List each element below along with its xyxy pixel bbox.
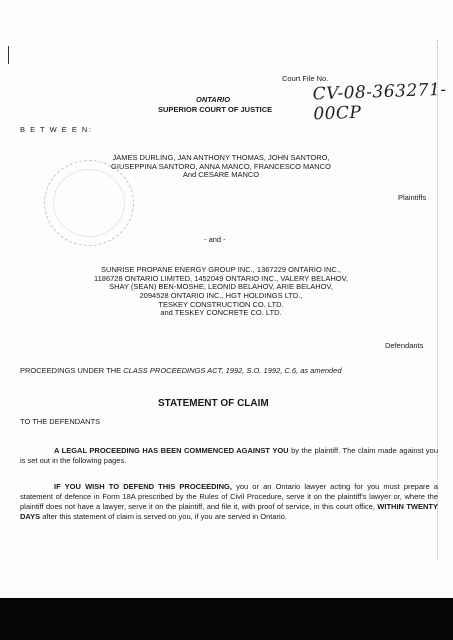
defend-text-end: after this statement of claim is served on you, if you are served in Ontario. (40, 512, 287, 522)
defendant-line: SUNRISE PROPANE ENERGY GROUP INC., 1367229 ONTARIO INC., (101, 265, 341, 274)
addressee: TO THE DEFENDANTS (20, 417, 101, 426)
deadline-bold: WITHIN TWENTY DAYS (20, 502, 438, 522)
court-name: SUPERIOR COURT OF JUSTICE (158, 105, 273, 114)
court-file-number: CV-08-363271-00CP (312, 79, 447, 125)
document-title: STATEMENT OF CLAIM (158, 398, 269, 409)
proceedings-line (20, 366, 438, 376)
defendant-line: and TESKEY CONCRETE CO. LTD. (160, 308, 282, 318)
court-file-label: Court File No. (282, 74, 329, 83)
and-separator: - and - (204, 235, 226, 244)
plaintiffs-list (60, 154, 382, 180)
notice-bold: A LEGAL PROCEEDING HAS BEEN COMMENCED AGAINST YOU (54, 446, 289, 455)
defendant-line: SHAY (SEAN) BEN-MOSHE, LEONID BELAHOV, ARIE BELAHOV, (109, 282, 333, 292)
between-label: B E T W E E N: (20, 125, 93, 134)
plaintiff-line: And CESARE MANCO (182, 170, 260, 180)
jurisdiction: ONTARIO (196, 95, 231, 104)
act-name: CLASS PROCEEDINGS ACT, 1992, S.O. 1992, C.6, as amended (123, 366, 342, 375)
defendant-line: TESKEY CONSTRUCTION CO. LTD. (158, 299, 284, 309)
plaintiff-line: JAMES DURLING, JAN ANTHONY THOMAS, JOHN SANTORO, (112, 153, 330, 162)
scanner-border (0, 598, 453, 640)
notice-text: by the plaintiff. The claim made against you is set out in the following pages. (20, 446, 438, 466)
plaintiff-line: GIUSEPPINA SANTORO, ANNA MANCO, FRANCESCO MANCO (111, 161, 331, 171)
proceedings-prefix: PROCEEDINGS UNDER THE (20, 366, 124, 375)
defend-text: you or an Ontario lawyer acting for you must prepare a statement of defence in Form 18A prescribed by the Rules of Civil Procedure, serve it on the plaintiff's lawyer or, where the plaintiff does not have a lawyer, serve it on the plaintiff, and file it, with proof of service, in this court office, (20, 482, 438, 512)
plaintiffs-role: Plaintiffs (398, 193, 427, 202)
defendant-line: 2094528 ONTARIO INC., HGT HOLDINGS LTD., (139, 290, 303, 300)
defendant-line: 1186728 ONTARIO LIMITED, 1452049 ONTARIO INC., VALERY BELAHOV, (94, 273, 348, 283)
scan-mark (8, 46, 9, 64)
defend-bold: IF YOU WISH TO DEFEND THIS PROCEEDING, (54, 482, 232, 491)
notice-paragraph-2 (20, 482, 438, 523)
defendants-role: Defendants (385, 341, 424, 350)
defendants-list (56, 266, 386, 318)
notice-paragraph-1 (20, 446, 438, 466)
